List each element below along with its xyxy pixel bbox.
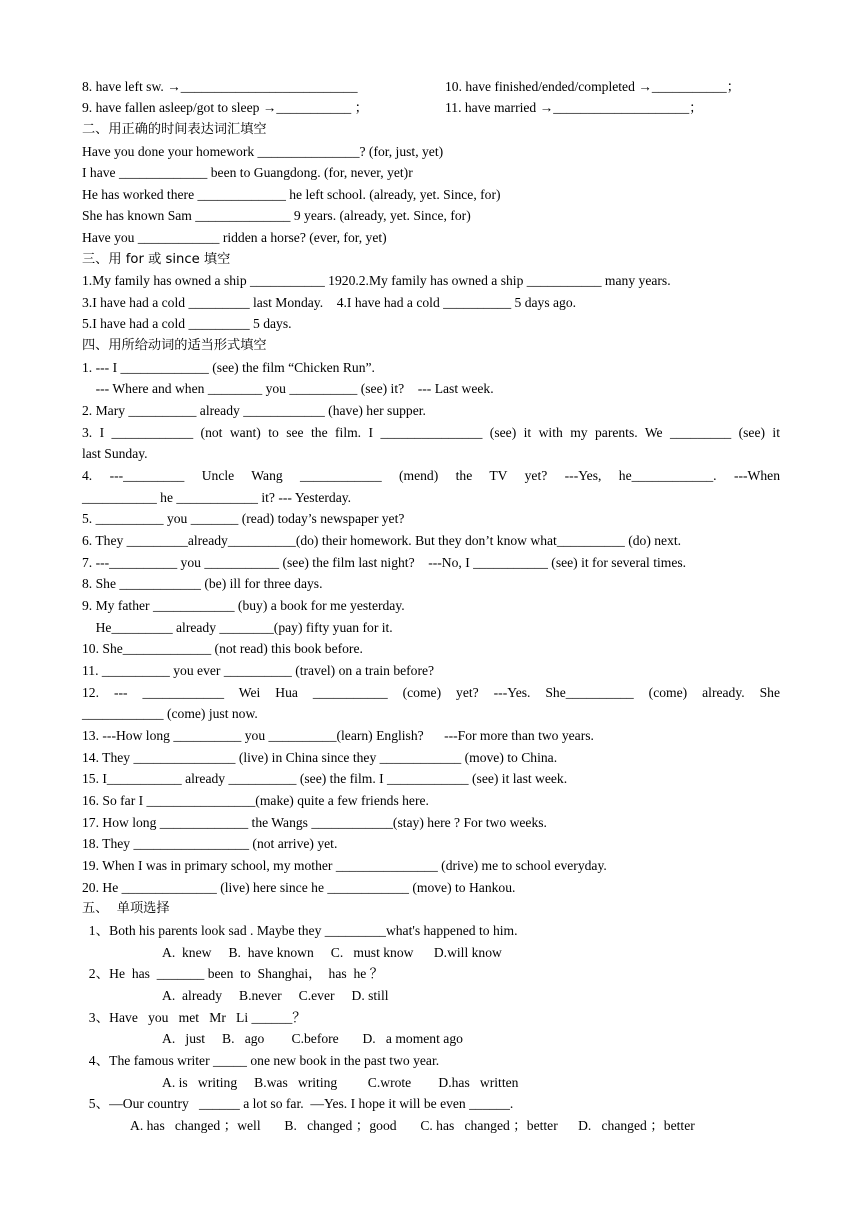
section-4-line: ___________ he ____________ it? --- Yesterday. — [82, 490, 352, 505]
section-4-line: 19. When I was in primary school, my mother _______________ (drive) me to school everyday. — [82, 858, 607, 873]
section-4-line: 4. ---_________ Uncle Wang ____________ (mend) the TV yet? ---Yes, he____________. ---When — [82, 468, 780, 483]
section-4-line: 16. So far I ________________(make) quite a few friends here. — [82, 793, 429, 808]
section-5-heading: 五、 单项选择 — [82, 901, 170, 916]
section-4-heading: 四、用所给动词的适当形式填空 — [82, 338, 267, 353]
section-4-line: 13. ---How long __________ you __________(learn) English? ---For more than two years. — [82, 728, 594, 743]
section-2-line: He has worked there _____________ he left school. (already, yet. Since, for) — [82, 187, 501, 202]
section-4-line: 12. --- ____________ Wei Hua ___________ (come) yet? ---Yes. She__________ (come) already. She — [82, 685, 780, 700]
mc-options-3: A. just B. ago C.before D. a moment ago — [162, 1031, 463, 1046]
section-4-line: 7. ---__________ you ___________ (see) the film last night? ---No, I ___________ (see) it for several times. — [82, 555, 687, 570]
section-4-line: 3. I ____________ (not want) to see the film. I _______________ (see) it with my parents. We _________ (see) it — [82, 425, 780, 440]
mc-options-2: A. already B.never C.ever D. still — [162, 988, 389, 1003]
review-item-11: 11. have married →____________________； — [445, 100, 703, 115]
section-4-line: last Sunday. — [82, 446, 148, 461]
section-2-heading: 二、用正确的时间表达词汇填空 — [82, 122, 267, 137]
section-4-line: 14. They _______________ (live) in China since they ____________ (move) to China. — [82, 750, 558, 765]
section-2-line: I have _____________ been to Guangdong. (for, never, yet)r — [82, 165, 413, 180]
section-3-heading: 三、用 for 或 since 填空 — [82, 252, 231, 267]
mc-question-4: 4、The famous writer _____ one new book in the past two year. — [82, 1053, 440, 1068]
section-4-line: 2. Mary __________ already ____________ (have) her supper. — [82, 403, 426, 418]
section-4-line: 18. They _________________ (not arrive) yet. — [82, 836, 338, 851]
section-4-line: 6. They _________already__________(do) their homework. But they don’t know what__________ (do) next. — [82, 533, 682, 548]
section-4-line: 9. My father ____________ (buy) a book for me yesterday. — [82, 598, 405, 613]
mc-question-5: 5、—Our country ______ a lot so far. —Yes. I hope it will be even ______. — [82, 1096, 514, 1111]
section-3-line: 3.I have had a cold _________ last Monday. 4.I have had a cold __________ 5 days ago. — [82, 295, 577, 310]
section-4-line: 17. How long _____________ the Wangs ____________(stay) here ? For two weeks. — [82, 815, 547, 830]
section-4-line: He_________ already ________(pay) fifty yuan for it. — [82, 620, 393, 635]
mc-options-5: A. has changed ；well B. changed ；good C. has changed ；better D. changed ；better — [130, 1118, 695, 1133]
section-4-line: 1. --- I _____________ (see) the film “Chicken Run”. — [82, 360, 375, 375]
section-4-line: 8. She ____________ (be) ill for three days. — [82, 576, 323, 591]
mc-question-2: 2、He has _______ been to Shanghai， has he ？ — [82, 966, 384, 981]
section-2-line: Have you done your homework _______________? (for, just, yet) — [82, 144, 444, 159]
section-3-line: 1.My family has owned a ship ___________ 1920.2.My family has owned a ship ___________ many years. — [82, 273, 671, 288]
section-2-line: She has known Sam ______________ 9 years. (already, yet. Since, for) — [82, 208, 471, 223]
section-2-line: Have you ____________ ridden a horse? (ever, for, yet) — [82, 230, 387, 245]
mc-question-1: 1、Both his parents look sad . Maybe they _________what's happened to him. — [82, 923, 518, 938]
mc-options-1: A. knew B. have known C. must know D.will know — [162, 945, 502, 960]
section-4-line: 11. __________ you ever __________ (travel) on a train before? — [82, 663, 435, 678]
review-item-10: 10. have finished/ended/completed →___________； — [445, 79, 741, 94]
section-4-line: 10. She_____________ (not read) this book before. — [82, 641, 363, 656]
section-4-line: ____________ (come) just now. — [82, 706, 258, 721]
review-item-8: 8. have left sw. →__________________________ — [82, 79, 358, 94]
section-4-line: 5. __________ you _______ (read) today’s newspaper yet? — [82, 511, 405, 526]
section-3-line: 5.I have had a cold _________ 5 days. — [82, 316, 292, 331]
section-4-line: --- Where and when ________ you __________ (see) it? --- Last week. — [82, 381, 494, 396]
section-4-line: 15. I___________ already __________ (see) the film. I ____________ (see) it last week. — [82, 771, 568, 786]
section-4-line: 20. He ______________ (live) here since he ____________ (move) to Hankou. — [82, 880, 516, 895]
mc-options-4: A. is writing B.was writing C.wrote D.has written — [162, 1075, 519, 1090]
review-item-9: 9. have fallen asleep/got to sleep →___________ ； — [82, 100, 369, 115]
mc-question-3: 3、Have you met Mr Li ______？ — [82, 1010, 306, 1025]
